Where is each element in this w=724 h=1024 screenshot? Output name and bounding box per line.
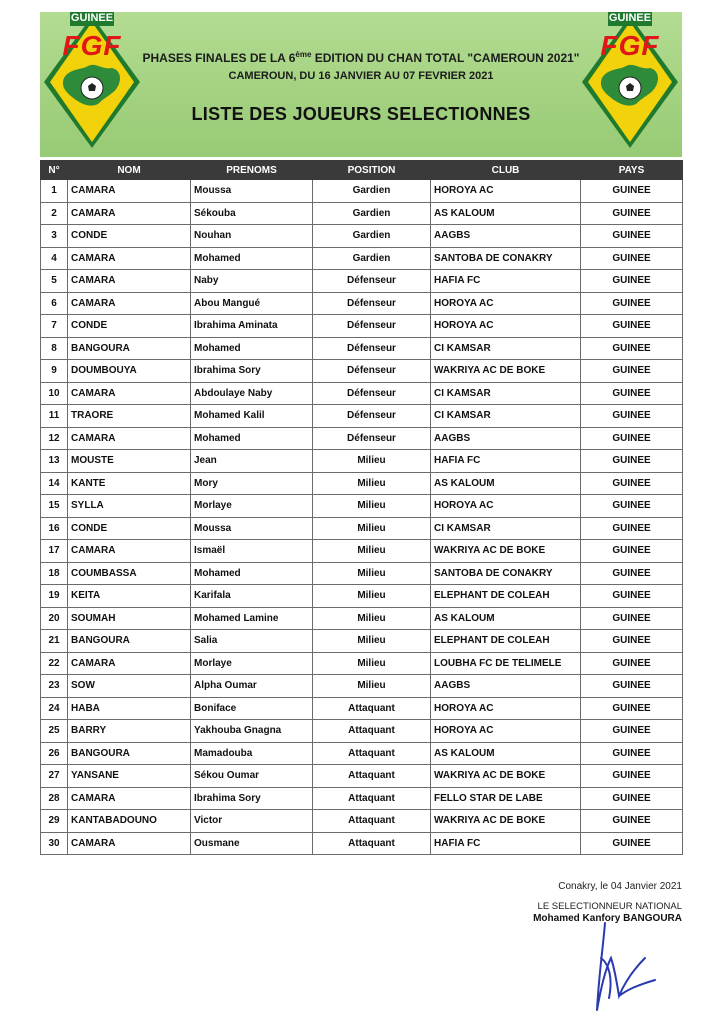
- cell-prenoms: Mamadouba: [191, 742, 313, 765]
- cell-position: Attaquant: [313, 832, 431, 855]
- cell-prenoms: Mohamed: [191, 337, 313, 360]
- cell-num: 12: [41, 427, 68, 450]
- cell-pays: GUINEE: [581, 360, 683, 383]
- cell-position: Attaquant: [313, 765, 431, 788]
- cell-club: AS KALOUM: [431, 472, 581, 495]
- cell-num: 11: [41, 405, 68, 428]
- cell-prenoms: Karifala: [191, 585, 313, 608]
- cell-prenoms: Mohamed: [191, 247, 313, 270]
- cell-nom: KEITA: [68, 585, 191, 608]
- table-row: [41, 720, 683, 743]
- table-row: [41, 630, 683, 653]
- cell-club: HAFIA FC: [431, 450, 581, 473]
- cell-nom: CAMARA: [68, 427, 191, 450]
- cell-num: 27: [41, 765, 68, 788]
- cell-num: 29: [41, 810, 68, 833]
- cell-prenoms: Abdoulaye Naby: [191, 382, 313, 405]
- cell-position: Attaquant: [313, 720, 431, 743]
- fgf-logo-right: [578, 12, 682, 152]
- table-row: [41, 832, 683, 855]
- cell-nom: KANTABADOUNO: [68, 810, 191, 833]
- cell-pays: GUINEE: [581, 247, 683, 270]
- cell-club: AS KALOUM: [431, 202, 581, 225]
- cell-num: 4: [41, 247, 68, 270]
- table-row: [41, 652, 683, 675]
- cell-pays: GUINEE: [581, 450, 683, 473]
- cell-nom: BANGOURA: [68, 742, 191, 765]
- cell-club: SANTOBA DE CONAKRY: [431, 562, 581, 585]
- table-row: [41, 697, 683, 720]
- cell-pays: GUINEE: [581, 495, 683, 518]
- col-num-header: N°: [41, 161, 68, 180]
- cell-club: HOROYA AC: [431, 180, 581, 203]
- col-pays-header: PAYS: [581, 161, 683, 180]
- cell-nom: KANTE: [68, 472, 191, 495]
- cell-position: Attaquant: [313, 787, 431, 810]
- cell-prenoms: Mohamed: [191, 562, 313, 585]
- cell-num: 6: [41, 292, 68, 315]
- cell-club: HOROYA AC: [431, 697, 581, 720]
- cell-pays: GUINEE: [581, 832, 683, 855]
- cell-prenoms: Ibrahima Sory: [191, 360, 313, 383]
- logo-initials: FGF: [600, 30, 660, 61]
- cell-nom: SYLLA: [68, 495, 191, 518]
- cell-position: Défenseur: [313, 382, 431, 405]
- cell-pays: GUINEE: [581, 270, 683, 293]
- cell-club: HOROYA AC: [431, 495, 581, 518]
- table-row: [41, 742, 683, 765]
- signatory-role: LE SELECTIONNEUR NATIONAL: [537, 901, 682, 912]
- col-prenoms-header: PRENOMS: [191, 161, 313, 180]
- table-row: [41, 427, 683, 450]
- cell-position: Défenseur: [313, 427, 431, 450]
- table-row: [41, 180, 683, 203]
- cell-num: 16: [41, 517, 68, 540]
- cell-num: 25: [41, 720, 68, 743]
- cell-pays: GUINEE: [581, 810, 683, 833]
- header-line-1: PHASES FINALES DE LA 6ème EDITION DU CHAN TOTAL "CAMEROUN 2021": [142, 50, 580, 65]
- cell-nom: MOUSTE: [68, 450, 191, 473]
- cell-prenoms: Ismaël: [191, 540, 313, 563]
- cell-position: Attaquant: [313, 810, 431, 833]
- cell-pays: GUINEE: [581, 202, 683, 225]
- cell-nom: CONDE: [68, 315, 191, 338]
- table-row: [41, 450, 683, 473]
- cell-num: 21: [41, 630, 68, 653]
- cell-nom: CONDE: [68, 225, 191, 248]
- cell-club: HOROYA AC: [431, 315, 581, 338]
- cell-nom: COUMBASSA: [68, 562, 191, 585]
- cell-nom: BARRY: [68, 720, 191, 743]
- cell-position: Défenseur: [313, 315, 431, 338]
- cell-num: 26: [41, 742, 68, 765]
- signature: [575, 918, 675, 1018]
- cell-num: 9: [41, 360, 68, 383]
- cell-club: AS KALOUM: [431, 742, 581, 765]
- cell-position: Défenseur: [313, 405, 431, 428]
- cell-club: ELEPHANT DE COLEAH: [431, 585, 581, 608]
- table-row: [41, 540, 683, 563]
- cell-club: AS KALOUM: [431, 607, 581, 630]
- table-body: [41, 180, 683, 855]
- cell-club: AAGBS: [431, 427, 581, 450]
- cell-num: 30: [41, 832, 68, 855]
- page-title: LISTE DES JOUEURS SELECTIONNES: [191, 104, 531, 124]
- cell-club: HOROYA AC: [431, 720, 581, 743]
- cell-num: 23: [41, 675, 68, 698]
- cell-position: Milieu: [313, 652, 431, 675]
- cell-pays: GUINEE: [581, 630, 683, 653]
- cell-club: SANTOBA DE CONAKRY: [431, 247, 581, 270]
- table-row: [41, 675, 683, 698]
- cell-pays: GUINEE: [581, 652, 683, 675]
- table-row: [41, 225, 683, 248]
- cell-prenoms: Moussa: [191, 180, 313, 203]
- players-table: [40, 160, 683, 855]
- cell-prenoms: Salia: [191, 630, 313, 653]
- cell-pays: GUINEE: [581, 607, 683, 630]
- cell-num: 2: [41, 202, 68, 225]
- cell-club: ELEPHANT DE COLEAH: [431, 630, 581, 653]
- cell-pays: GUINEE: [581, 742, 683, 765]
- table-row: [41, 517, 683, 540]
- cell-club: CI KAMSAR: [431, 517, 581, 540]
- cell-nom: CAMARA: [68, 832, 191, 855]
- cell-club: WAKRIYA AC DE BOKE: [431, 360, 581, 383]
- cell-num: 18: [41, 562, 68, 585]
- cell-num: 28: [41, 787, 68, 810]
- cell-nom: SOUMAH: [68, 607, 191, 630]
- cell-num: 19: [41, 585, 68, 608]
- cell-prenoms: Boniface: [191, 697, 313, 720]
- cell-position: Gardien: [313, 247, 431, 270]
- cell-pays: GUINEE: [581, 405, 683, 428]
- cell-pays: GUINEE: [581, 225, 683, 248]
- table-row: [41, 292, 683, 315]
- cell-prenoms: Sékou Oumar: [191, 765, 313, 788]
- cell-pays: GUINEE: [581, 675, 683, 698]
- cell-prenoms: Abou Mangué: [191, 292, 313, 315]
- header-line-2: CAMEROUN, DU 16 JANVIER AU 07 FEVRIER 2021: [228, 70, 494, 82]
- cell-position: Défenseur: [313, 360, 431, 383]
- cell-nom: CAMARA: [68, 292, 191, 315]
- cell-position: Milieu: [313, 675, 431, 698]
- cell-prenoms: Victor: [191, 810, 313, 833]
- logo-initials: FGF: [62, 30, 122, 61]
- cell-prenoms: Jean: [191, 450, 313, 473]
- cell-num: 8: [41, 337, 68, 360]
- header-row: [41, 161, 683, 180]
- cell-club: HAFIA FC: [431, 832, 581, 855]
- logo-label: GUINEE: [608, 12, 652, 24]
- cell-club: WAKRIYA AC DE BOKE: [431, 540, 581, 563]
- cell-num: 1: [41, 180, 68, 203]
- cell-nom: CAMARA: [68, 540, 191, 563]
- cell-num: 24: [41, 697, 68, 720]
- cell-prenoms: Mohamed Lamine: [191, 607, 313, 630]
- cell-num: 22: [41, 652, 68, 675]
- cell-position: Milieu: [313, 540, 431, 563]
- cell-pays: GUINEE: [581, 382, 683, 405]
- cell-pays: GUINEE: [581, 315, 683, 338]
- cell-club: FELLO STAR DE LABE: [431, 787, 581, 810]
- cell-position: Milieu: [313, 630, 431, 653]
- col-club-header: CLUB: [431, 161, 581, 180]
- cell-prenoms: Morlaye: [191, 652, 313, 675]
- cell-pays: GUINEE: [581, 585, 683, 608]
- cell-prenoms: Naby: [191, 270, 313, 293]
- table-row: [41, 787, 683, 810]
- cell-position: Gardien: [313, 180, 431, 203]
- table-row: [41, 202, 683, 225]
- cell-nom: CAMARA: [68, 202, 191, 225]
- cell-nom: DOUMBOUYA: [68, 360, 191, 383]
- cell-position: Milieu: [313, 562, 431, 585]
- cell-num: 14: [41, 472, 68, 495]
- cell-position: Défenseur: [313, 292, 431, 315]
- header-banner: [40, 12, 682, 157]
- table-row: [41, 495, 683, 518]
- cell-prenoms: Mohamed Kalil: [191, 405, 313, 428]
- cell-position: Milieu: [313, 607, 431, 630]
- cell-club: CI KAMSAR: [431, 337, 581, 360]
- cell-position: Milieu: [313, 517, 431, 540]
- cell-nom: CAMARA: [68, 382, 191, 405]
- table-row: [41, 765, 683, 788]
- cell-num: 5: [41, 270, 68, 293]
- cell-prenoms: Sékouba: [191, 202, 313, 225]
- cell-club: AAGBS: [431, 675, 581, 698]
- table-row: [41, 562, 683, 585]
- cell-position: Milieu: [313, 472, 431, 495]
- cell-pays: GUINEE: [581, 337, 683, 360]
- table-row: [41, 382, 683, 405]
- cell-prenoms: Ousmane: [191, 832, 313, 855]
- cell-nom: SOW: [68, 675, 191, 698]
- cell-prenoms: Mohamed: [191, 427, 313, 450]
- cell-nom: BANGOURA: [68, 337, 191, 360]
- cell-club: LOUBHA FC DE TELIMELE: [431, 652, 581, 675]
- cell-nom: CONDE: [68, 517, 191, 540]
- cell-nom: HABA: [68, 697, 191, 720]
- table-row: [41, 270, 683, 293]
- cell-nom: CAMARA: [68, 247, 191, 270]
- cell-prenoms: Alpha Oumar: [191, 675, 313, 698]
- cell-prenoms: Morlaye: [191, 495, 313, 518]
- signatory-name: Mohamed Kanfory BANGOURA: [533, 913, 682, 924]
- col-nom-header: NOM: [68, 161, 191, 180]
- table-row: [41, 585, 683, 608]
- cell-pays: GUINEE: [581, 427, 683, 450]
- table-row: [41, 810, 683, 833]
- cell-position: Gardien: [313, 225, 431, 248]
- cell-pays: GUINEE: [581, 180, 683, 203]
- cell-pays: GUINEE: [581, 562, 683, 585]
- table-row: [41, 315, 683, 338]
- cell-num: 13: [41, 450, 68, 473]
- cell-club: WAKRIYA AC DE BOKE: [431, 810, 581, 833]
- table-row: [41, 472, 683, 495]
- cell-pays: GUINEE: [581, 697, 683, 720]
- place-date: Conakry, le 04 Janvier 2021: [558, 881, 682, 892]
- fgf-logo-left: [40, 12, 144, 152]
- cell-num: 7: [41, 315, 68, 338]
- cell-club: CI KAMSAR: [431, 405, 581, 428]
- table-row: [41, 337, 683, 360]
- cell-prenoms: Ibrahima Aminata: [191, 315, 313, 338]
- cell-pays: GUINEE: [581, 765, 683, 788]
- cell-prenoms: Yakhouba Gnagna: [191, 720, 313, 743]
- cell-club: AAGBS: [431, 225, 581, 248]
- cell-nom: CAMARA: [68, 787, 191, 810]
- cell-pays: GUINEE: [581, 472, 683, 495]
- cell-prenoms: Ibrahima Sory: [191, 787, 313, 810]
- cell-position: Milieu: [313, 450, 431, 473]
- cell-nom: BANGOURA: [68, 630, 191, 653]
- cell-position: Attaquant: [313, 742, 431, 765]
- cell-position: Milieu: [313, 585, 431, 608]
- cell-pays: GUINEE: [581, 540, 683, 563]
- cell-club: CI KAMSAR: [431, 382, 581, 405]
- cell-nom: CAMARA: [68, 652, 191, 675]
- cell-pays: GUINEE: [581, 517, 683, 540]
- cell-prenoms: Mory: [191, 472, 313, 495]
- cell-position: Défenseur: [313, 270, 431, 293]
- cell-pays: GUINEE: [581, 787, 683, 810]
- cell-prenoms: Moussa: [191, 517, 313, 540]
- table-row: [41, 405, 683, 428]
- table-row: [41, 247, 683, 270]
- cell-prenoms: Nouhan: [191, 225, 313, 248]
- logo-label: GUINEE: [70, 12, 114, 24]
- cell-club: HAFIA FC: [431, 270, 581, 293]
- cell-num: 3: [41, 225, 68, 248]
- cell-pays: GUINEE: [581, 720, 683, 743]
- cell-num: 17: [41, 540, 68, 563]
- cell-num: 20: [41, 607, 68, 630]
- cell-nom: CAMARA: [68, 180, 191, 203]
- cell-num: 15: [41, 495, 68, 518]
- col-position-header: POSITION: [313, 161, 431, 180]
- cell-nom: TRAORE: [68, 405, 191, 428]
- cell-position: Défenseur: [313, 337, 431, 360]
- cell-pays: GUINEE: [581, 292, 683, 315]
- cell-position: Milieu: [313, 495, 431, 518]
- cell-num: 10: [41, 382, 68, 405]
- cell-position: Gardien: [313, 202, 431, 225]
- cell-nom: CAMARA: [68, 270, 191, 293]
- cell-nom: YANSANE: [68, 765, 191, 788]
- table-row: [41, 360, 683, 383]
- table-row: [41, 607, 683, 630]
- table-header: [41, 161, 683, 180]
- cell-club: HOROYA AC: [431, 292, 581, 315]
- cell-position: Attaquant: [313, 697, 431, 720]
- cell-club: WAKRIYA AC DE BOKE: [431, 765, 581, 788]
